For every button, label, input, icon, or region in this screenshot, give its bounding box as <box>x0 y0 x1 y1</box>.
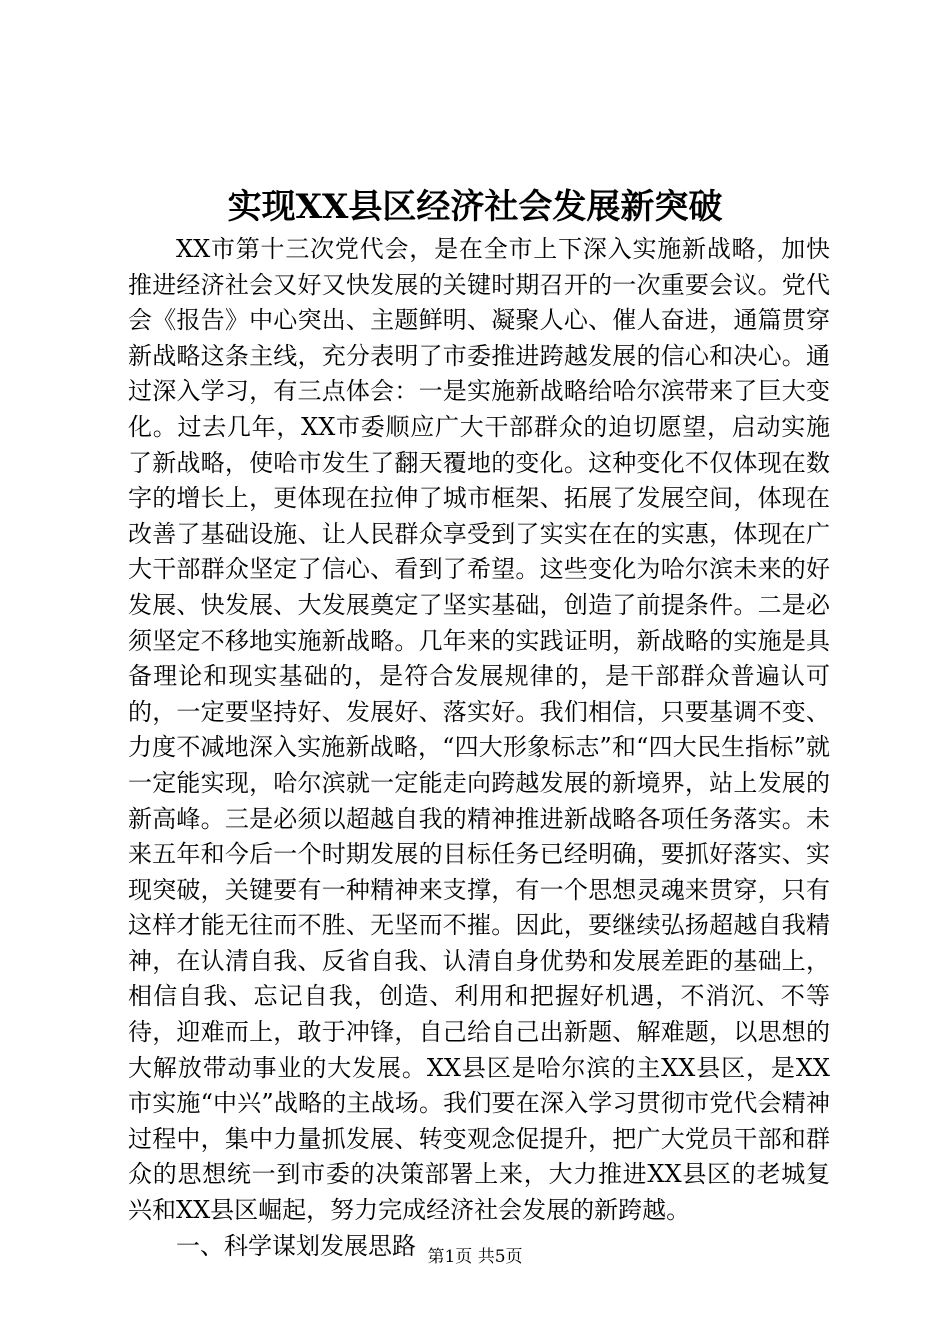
document-title: 实现XX县区经济社会发展新突破 <box>227 187 723 227</box>
body-paragraph: XX市第十三次党代会，是在全市上下深入实施新战略，加快推进经济社会又好又快发展的关键时期召开的一次重要会议。党代会《报告》中心突出、主题鲜明、凝聚人心、催人奋进，通篇贯穿新战略这条主线，充分表明了市委推进跨越发展的信心和决心。通过深入学习，有三点体会：一是实施新战略给哈尔滨带来了巨大变化。过去几年，XX市委顺应广大干部群众的迫切愿望，启动实施了新战略，使哈市发生了翻天覆地的变化。这种变化不仅体现在数字的增长上，更体现在拉伸了城市框架、拓展了发展空间，体现在改善了基础设施、让人民群众享受到了实实在在的实惠，体现在广大干部群众坚定了信心、看到了希望。这些变化为哈尔滨未来的好发展、快发展、大发展奠定了坚实基础，创造了前提条件。二是必须坚定不移地实施新战略。几年来的实践证明，新战略的实施是具备理论和现实基础的，是符合发展规律的，是干部群众普遍认可的，一定要坚持好、发展好、落实好。我们相信，只要基调不变、力度不减地深入实施新战略，“四大形象标志”和“四大民生指标”就一定能实现，哈尔滨就一定能走向跨越发展的新境界，站上发展的新高峰。三是必须以超越自我的精神推进新战略各项任务落实。未来五年和今后一个时期发展的目标任务已经明确，要抓好落实、实现突破，关键要有一种精神来支撑，有一个思想灵魂来贯穿，只有这样才能无往而不胜、无坚而不摧。因此，要继续弘扬超越自我精神，在认清自我、反省自我、认清自身优势和发展差距的基础上，相信自我、忘记自我，创造、利用和把握好机遇，不消沉、不等待，迎难而上，敢于冲锋，自己给自己出新题、解难题，以思想的大解放带动事业的大发展。XX县区是哈尔滨的主XX县区，是XX市实施“中兴”战略的主战场。我们要在深入学习贯彻市党代会精神过程中，集中力量抓发展、转变观念促提升，把广大党员干部和群众的思想统一到市委的决策部署上来，大力推进XX县区的老城复兴和XX县区崛起，努力完成经济社会发展的新跨越。 <box>128 235 830 1225</box>
page-footer: 第1页 共5页 <box>427 1247 523 1267</box>
document-body <box>128 232 830 1264</box>
section-heading: 一、科学谋划发展思路 <box>176 1231 416 1260</box>
